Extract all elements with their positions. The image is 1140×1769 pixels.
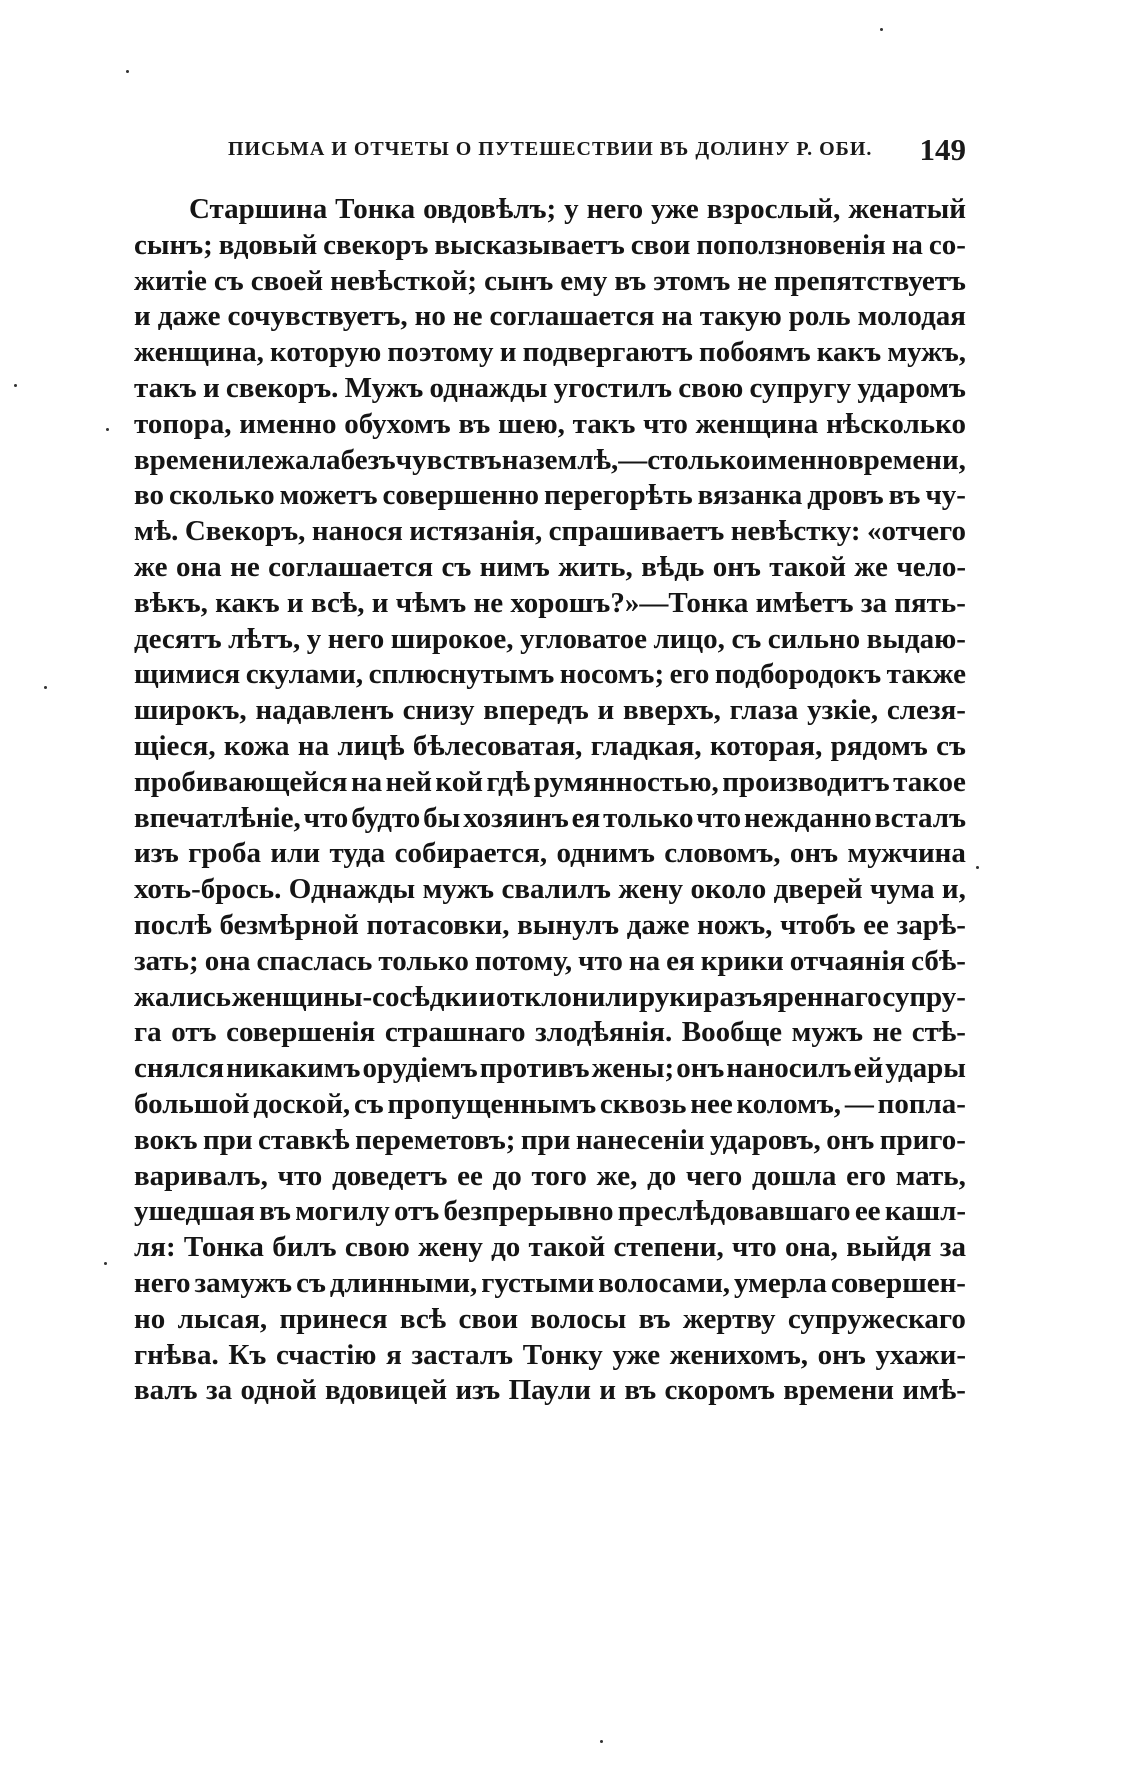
text-line: Старшина Тонка овдовѣлъ; у него уже взрослый, женатый: [189, 193, 966, 225]
text-line: послѣ безмѣрной потасовки, вынулъ даже ножъ, чтобъ ее зарѣ-: [134, 908, 966, 941]
scan-speck: [106, 428, 109, 431]
body-text: [134, 192, 966, 1409]
text-line: топора, именно обухомъ въ шею, такъ что женщина нѣсколько: [134, 407, 966, 440]
text-line: варивалъ, что доведетъ ее до того же, до чего дошла его мать,: [134, 1159, 966, 1192]
text-line: него замужъ съ длинными, густыми волосами, умерла совершен-: [134, 1266, 966, 1299]
scan-speck: [600, 1740, 603, 1743]
text-line: широкъ, надавленъ снизу впередъ и вверхъ, глаза узкіе, слезя-: [134, 694, 966, 727]
scan-speck: [126, 70, 129, 73]
text-line: щіеся, кожа на лицѣ бѣлесоватая, гладкая, которая, рядомъ съ: [134, 729, 966, 762]
text-line: впечатлѣніе, что будто бы хозяинъ ея только что нежданно всталъ: [134, 801, 966, 834]
running-title: ПИСЬМА И ОТЧЕТЫ О ПУТЕШЕСТВИИ ВЪ ДОЛИНУ Р. ОБИ.: [228, 138, 873, 160]
text-line: вѣкъ, какъ и всѣ, и чѣмъ не хорошъ?»—Тонка имѣетъ за пять-: [134, 586, 966, 619]
text-line: жались женщины-сосѣдки и отклонили руки разъяреннаго супру-: [134, 980, 966, 1013]
text-line: времени лежала безъ чувствъ на землѣ,—столько именно времени,: [134, 443, 966, 476]
scan-speck: [14, 384, 17, 387]
text-line: хоть-брось. Однажды мужъ свалилъ жену около дверей чума и,: [134, 873, 966, 906]
text-line: десятъ лѣтъ, у него широкое, угловатое лицо, съ сильно выдаю-: [134, 622, 966, 655]
text-line: гнѣва. Къ счастію я засталъ Тонку уже женихомъ, онъ ухажи-: [134, 1338, 966, 1371]
text-line: валъ за одной вдовицей изъ Паули и въ скоромъ времени имѣ-: [134, 1374, 966, 1407]
text-line: ушедшая въ могилу отъ безпрерывно преслѣдовавшаго ее кашл-: [134, 1195, 966, 1228]
text-line: мѣ. Свекоръ, нанося истязанія, спрашиваетъ невѣстку: «отчего: [134, 515, 966, 548]
text-line: большой доской, съ пропущеннымъ сквозь нее коломъ, — попла-: [134, 1087, 966, 1120]
text-line: женщина, которую поэтому и подвергаютъ побоямъ какъ мужъ,: [134, 336, 966, 369]
scan-speck: [44, 686, 47, 689]
text-line: пробивающейся на ней кой гдѣ румянностью, производитъ такое: [134, 765, 966, 798]
scan-speck: [880, 28, 883, 31]
text-line: и даже сочувствуетъ, но не соглашается на такую роль молодая: [134, 300, 966, 333]
text-line: вокъ при ставкѣ переметовъ; при нанесеніи ударовъ, онъ приго-: [134, 1123, 966, 1156]
text-line: во сколько можетъ совершенно перегорѣть вязанка дровъ въ чу-: [134, 479, 966, 512]
text-line: снялся никакимъ орудіемъ противъ жены; онъ наносилъ ей удары: [134, 1052, 966, 1085]
scan-speck: [976, 866, 979, 869]
text-line: житіе съ своей невѣсткой; сынъ ему въ этомъ не препятствуетъ: [134, 264, 966, 297]
scan-speck: [104, 1262, 107, 1265]
text-line: щимися скулами, сплюснутымъ носомъ; его подбородокъ также: [134, 658, 966, 691]
text-line: но лысая, принеся всѣ свои волосы въ жертву супружескаго: [134, 1302, 966, 1335]
text-line: ля: Тонка билъ свою жену до такой степени, что она, выйдя за: [134, 1231, 966, 1264]
page-number: 149: [919, 132, 966, 167]
page-header: [228, 132, 966, 172]
text-line: зать; она спаслась только потому, что на ея крики отчаянія сбѣ-: [134, 944, 966, 977]
text-line: изъ гроба или туда собирается, однимъ словомъ, онъ мужчина: [134, 837, 966, 870]
text-line: сынъ; вдовый свекоръ высказываетъ свои поползновенія на со-: [134, 228, 966, 261]
text-line: га отъ совершенія страшнаго злодѣянія. Вообще мужъ не стѣ-: [134, 1016, 966, 1049]
text-line: такъ и свекоръ. Мужъ однажды угостилъ свою супругу ударомъ: [134, 371, 966, 404]
text-line: же она не соглашается съ нимъ жить, вѣдь онъ такой же чело-: [134, 550, 966, 583]
